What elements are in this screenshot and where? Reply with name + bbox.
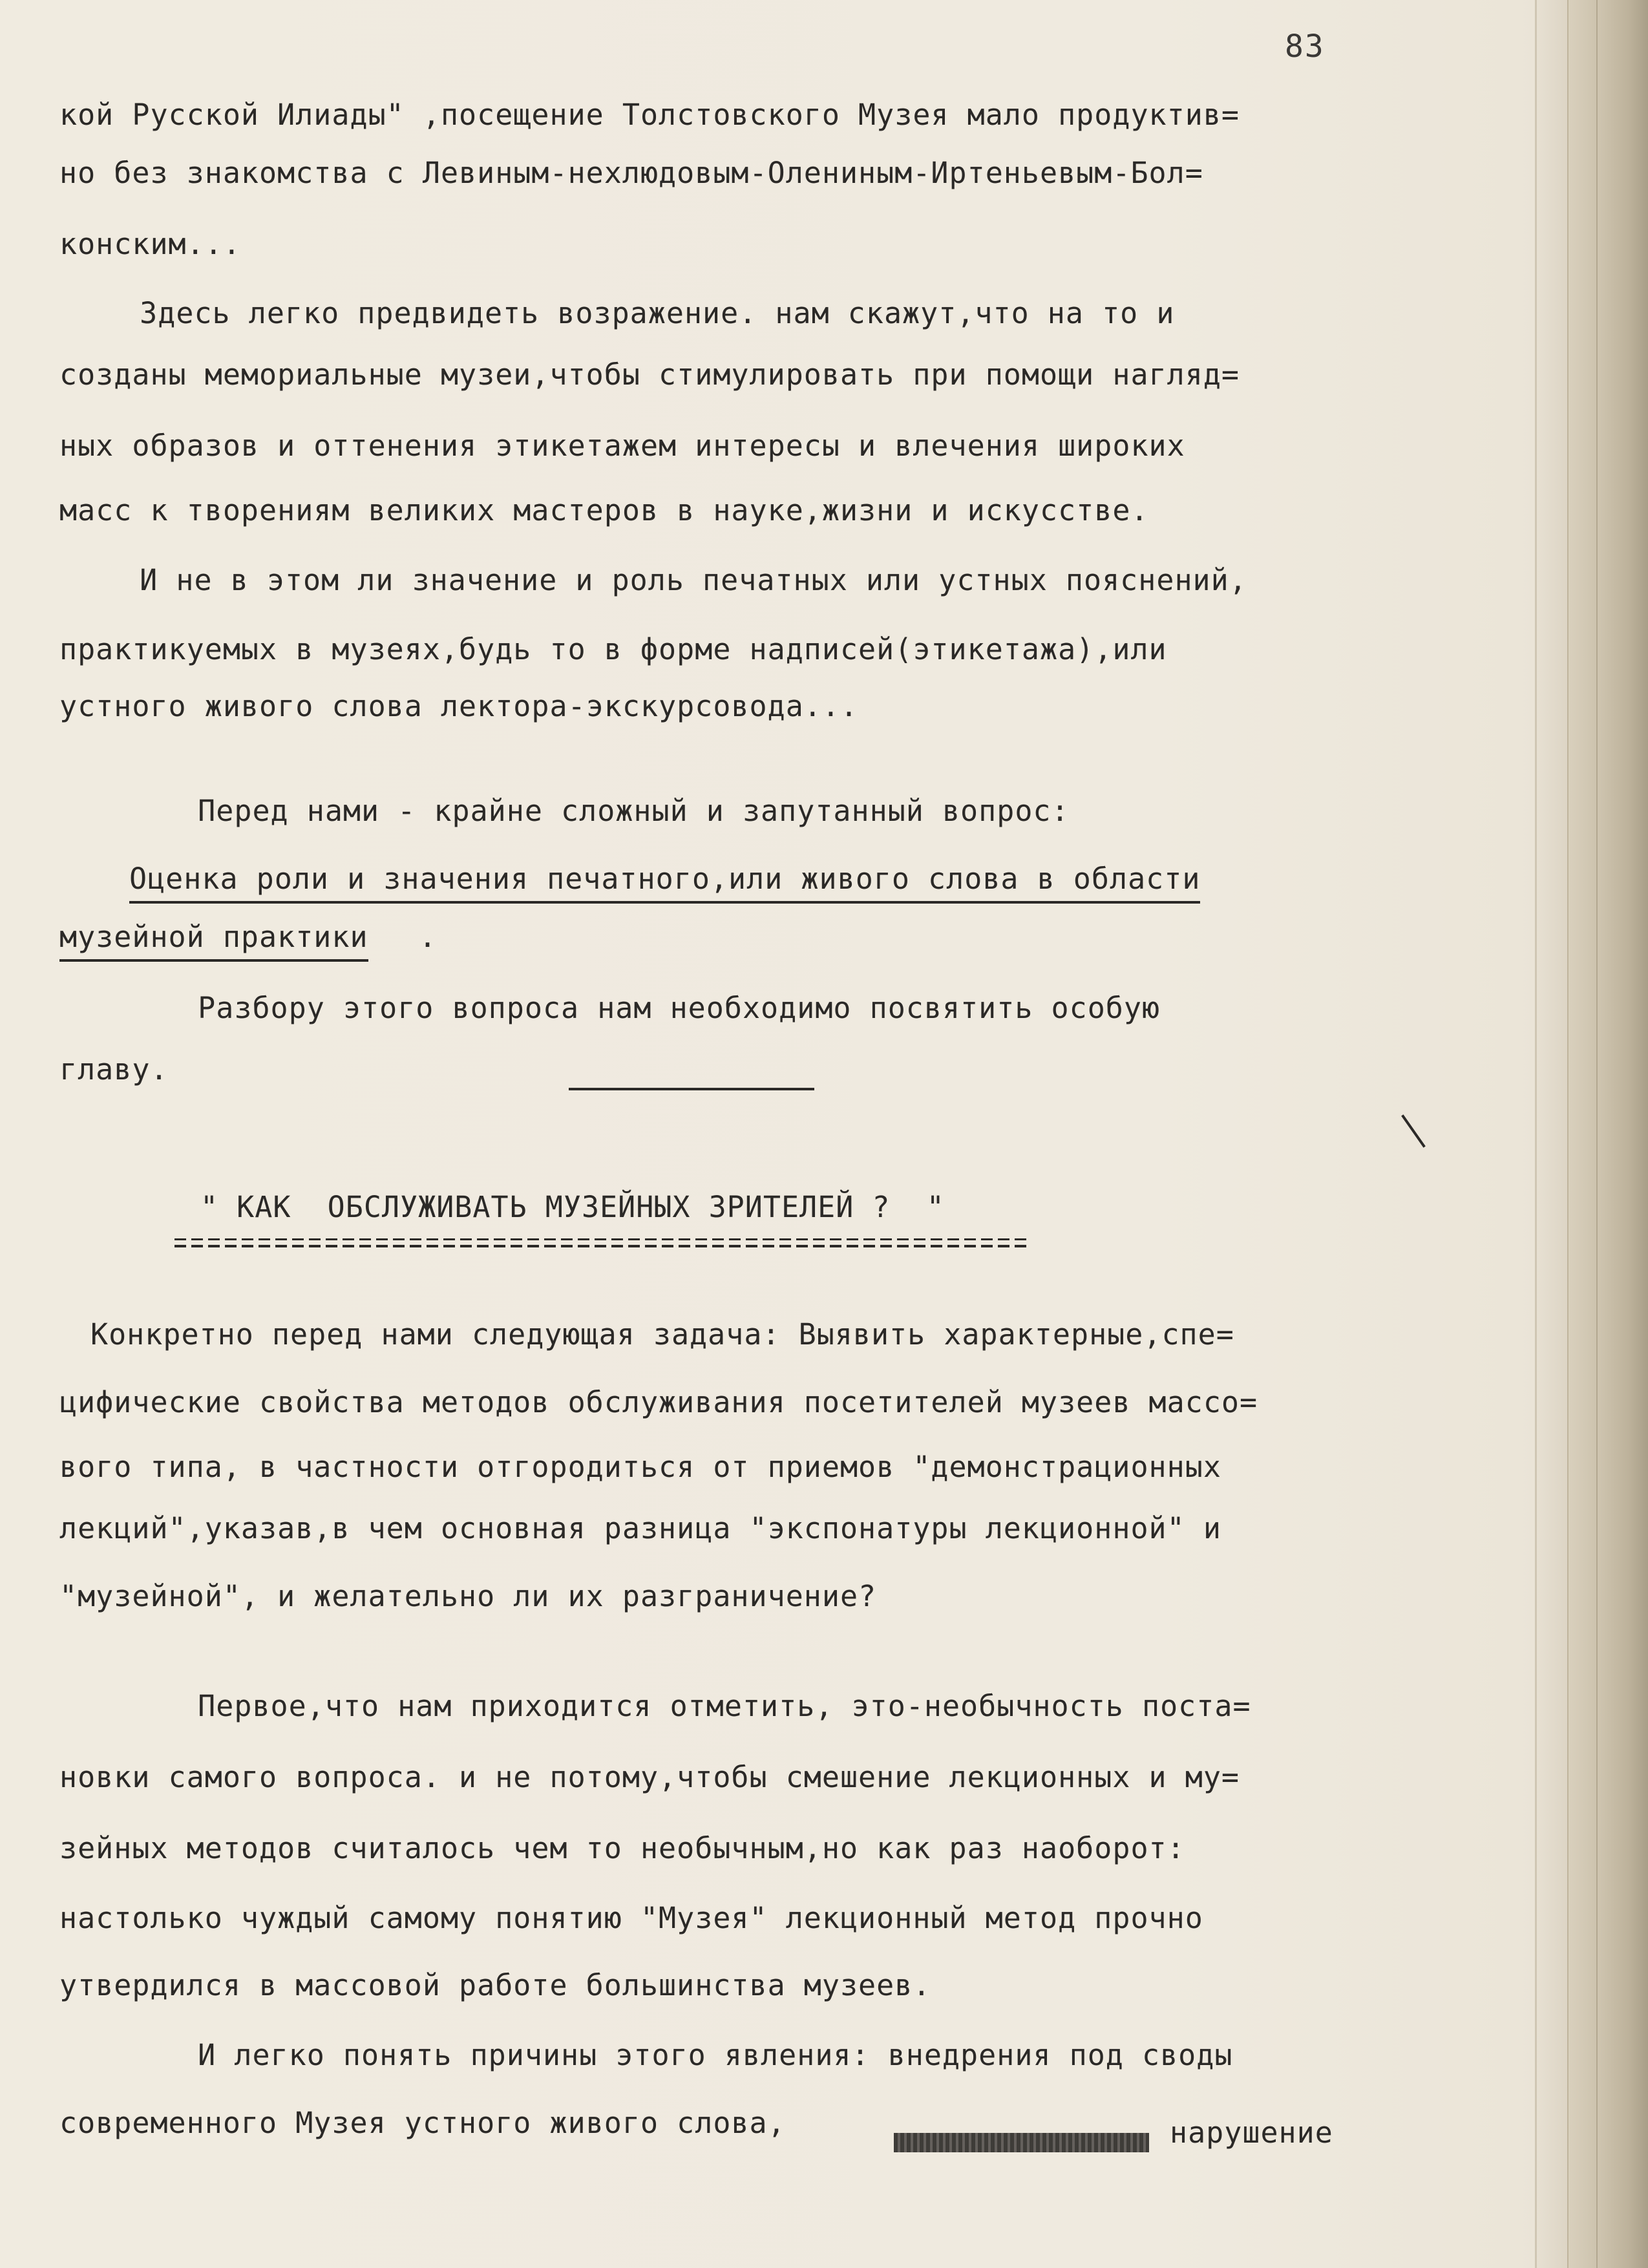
section-divider [569, 1088, 814, 1090]
text-line: Разбору этого вопроса нам необходимо посвятить особую [162, 991, 1161, 1025]
text-line: масс к творениям великих мастеров в науке,жизни и искусстве. [59, 493, 1149, 527]
page-edge [1596, 0, 1648, 2268]
text-line: Здесь легко предвидеть возражение. нам скажут,что на то и [103, 296, 1175, 330]
text-line: кой Русской Илиады" ,посещение Толстовского Музея мало продуктив= [59, 98, 1240, 132]
text-line: Первое,что нам приходится отметить, это-необычность поста= [162, 1689, 1251, 1723]
section-heading: " КАК ОБСЛУЖИВАТЬ МУЗЕЙНЫХ ЗРИТЕЛЕЙ ? " [200, 1190, 945, 1224]
page-edge [1567, 0, 1598, 2268]
text-line: ных образов и оттенения этикетажем интересы и влечения широких [59, 429, 1185, 463]
text-line: лекций",указав,в чем основная разница "экспонатуры лекционной" и [59, 1511, 1221, 1545]
text-line: устного живого слова лектора-экскурсовода... [59, 689, 859, 723]
text-line: вого типа, в частности отгородиться от приемов "демонстрационных [59, 1450, 1221, 1484]
text-line: главу. [59, 1052, 169, 1086]
text-line: практикуемых в музеях,будь то в форме надписей(этикетажа),или [59, 632, 1167, 666]
text-line: утвердился в массовой работе большинства музеев. [59, 1968, 931, 2002]
text-line: но без знакомства с Левиным-нехлюдовым-Олениным-Иртеньевым-Бол= [59, 156, 1203, 190]
text-line: зейных методов считалось чем то необычным,но как раз наоборот: [59, 1831, 1185, 1865]
text-line: . [419, 920, 438, 954]
text-line: современного Музея устного живого слова, [59, 2106, 786, 2140]
text-line: И легко понять причины этого явления: внедрения под своды [162, 2038, 1233, 2072]
underlined-text-line: музейной практики [59, 918, 368, 962]
typed-over-strikeout [894, 2133, 1149, 2152]
page-number: 83 [1285, 28, 1325, 65]
page-edge [1535, 0, 1569, 2268]
text-line: созданы мемориальные музеи,чтобы стимулировать при помощи нагляд= [59, 357, 1240, 392]
text-line: нарушение [1170, 2115, 1333, 2150]
pencil-mark [1401, 1114, 1426, 1147]
text-line: новки самого вопроса. и не потому,чтобы смешение лекционных и му= [59, 1760, 1240, 1794]
text-line: И не в этом ли значение и роль печатных или устных пояснений, [103, 563, 1247, 597]
text-line: конским... [59, 227, 241, 261]
text-line: настолько чуждый самому понятию "Музея" лекционный метод прочно [59, 1901, 1203, 1935]
heading-double-underline [174, 1238, 1028, 1247]
underlined-text-line: Оценка роли и значения печатного,или живого слова в области [129, 860, 1200, 904]
text-line: цифические свойства методов обслуживания посетителей музеев массо= [59, 1385, 1258, 1419]
text-line: Конкретно перед нами следующая задача: Выявить характерные,спе= [90, 1317, 1234, 1351]
text-line: "музейной", и желательно ли их разграничение? [59, 1579, 877, 1613]
text-line: Перед нами - крайне сложный и запутанный вопрос: [162, 794, 1070, 828]
